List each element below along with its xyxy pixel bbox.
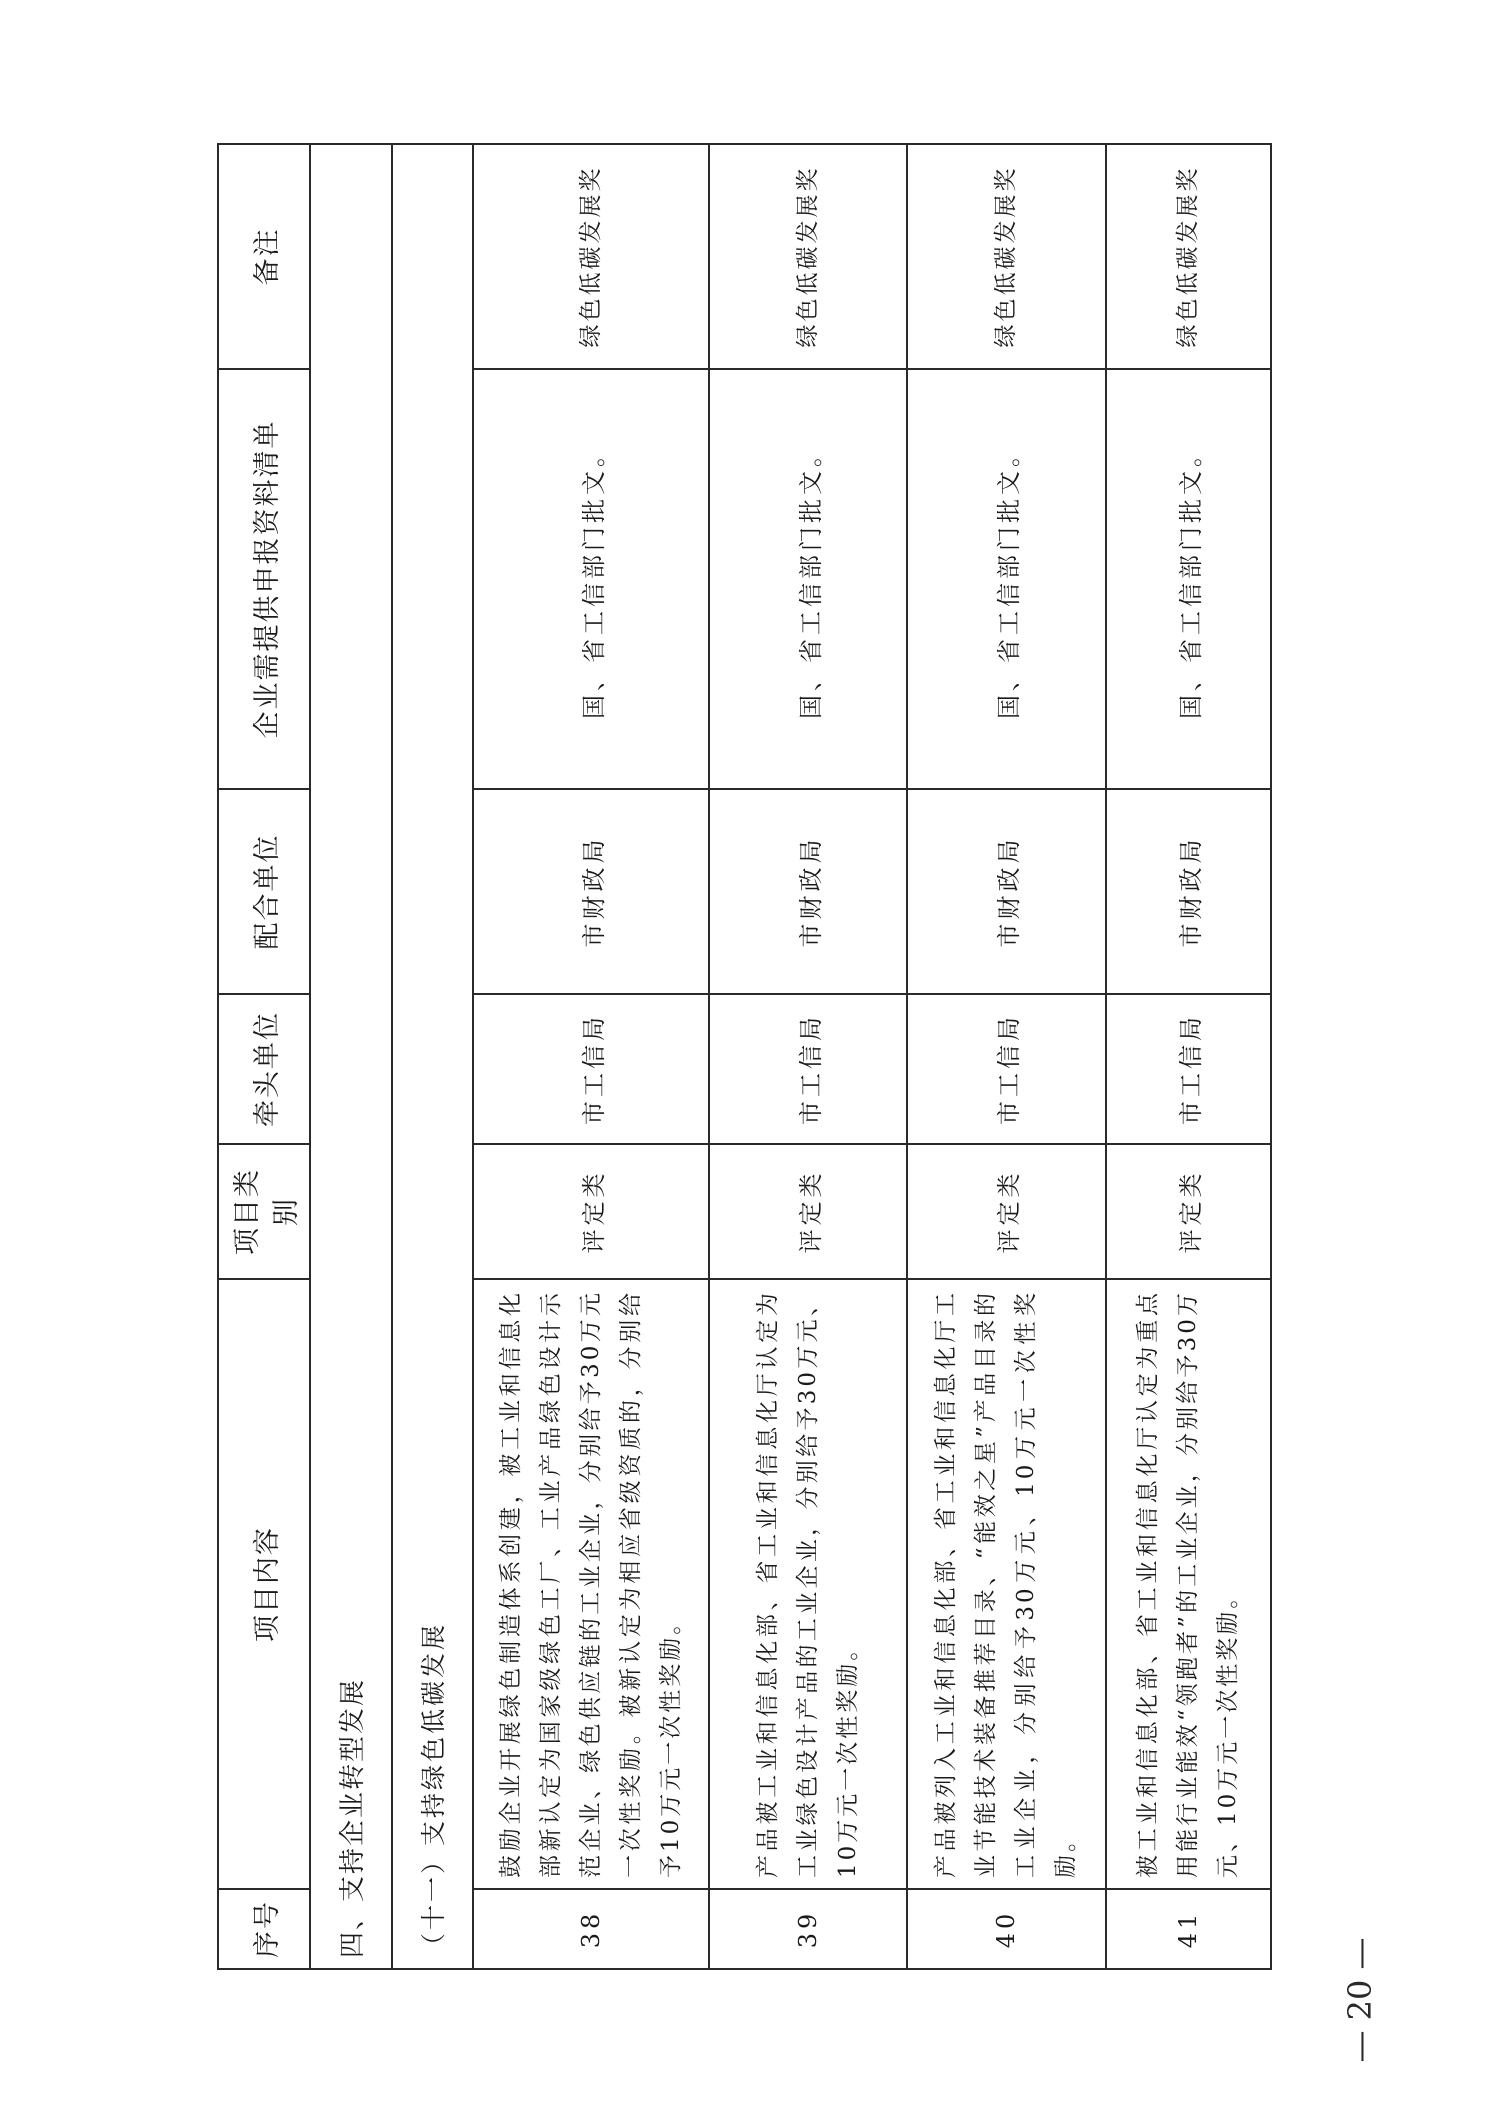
header-category: 项目类别 xyxy=(218,1144,310,1279)
row-content: 产品被列入工业和信息化部、省工业和信息化厅工业节能技术装备推荐目录、“能效之星”产品目录的工业企业，分别给予30万元、10万元一次性奖励。 xyxy=(907,1279,1105,1889)
rotated-table-container xyxy=(217,145,1272,1970)
row-note: 绿色低碳发展奖 xyxy=(1106,144,1271,369)
row-lead: 市工信局 xyxy=(709,994,907,1144)
row-category: 评定类 xyxy=(1106,1144,1271,1279)
row-lead: 市工信局 xyxy=(907,994,1105,1144)
header-note: 备注 xyxy=(218,144,310,369)
row-note: 绿色低碳发展奖 xyxy=(473,144,709,369)
row-lead: 市工信局 xyxy=(1106,994,1271,1144)
row-partner: 市财政局 xyxy=(709,789,907,994)
section-title: 四、支持企业转型发展 xyxy=(310,144,392,1969)
row-content: 被工业和信息化部、省工业和信息化厅认定为重点用能行业能效“领跑者”的工业企业，分别给予30万元、10万元一次性奖励。 xyxy=(1106,1279,1271,1889)
row-content: 鼓励企业开展绿色制造体系创建，被工业和信息化部新认定为国家级绿色工厂、工业产品绿色设计示范企业、绿色供应链的工业企业，分别给予30万元一次性奖励。被新认定为相应省级资质的，分别给予10万元一次性奖励。 xyxy=(473,1279,709,1889)
section-row xyxy=(310,144,392,1969)
row-no: 39 xyxy=(709,1889,907,1969)
header-no: 序号 xyxy=(218,1889,310,1969)
header-materials: 企业需提供申报资料清单 xyxy=(218,369,310,789)
table-row xyxy=(907,144,1105,1969)
policy-table xyxy=(217,143,1272,1970)
row-category: 评定类 xyxy=(473,1144,709,1279)
row-no: 41 xyxy=(1106,1889,1271,1969)
subsection-title: （十一）支持绿色低碳发展 xyxy=(392,144,474,1969)
header-content: 项目内容 xyxy=(218,1279,310,1889)
row-partner: 市财政局 xyxy=(473,789,709,994)
row-materials: 国、省工信部门批文。 xyxy=(1106,369,1271,789)
row-no: 38 xyxy=(473,1889,709,1969)
row-no: 40 xyxy=(907,1889,1105,1969)
page-number-container xyxy=(1300,1930,1420,2070)
row-materials: 国、省工信部门批文。 xyxy=(907,369,1105,789)
table-row xyxy=(1106,144,1271,1969)
row-category: 评定类 xyxy=(709,1144,907,1279)
header-lead: 牵头单位 xyxy=(218,994,310,1144)
row-lead: 市工信局 xyxy=(473,994,709,1144)
header-row xyxy=(218,144,310,1969)
page-number: — 20 — xyxy=(1341,1937,1379,2063)
table-row xyxy=(709,144,907,1969)
row-content: 产品被工业和信息化部、省工业和信息化厅认定为工业绿色设计产品的工业企业，分别给予30万元、10万元一次性奖励。 xyxy=(709,1279,907,1889)
row-category: 评定类 xyxy=(907,1144,1105,1279)
row-materials: 国、省工信部门批文。 xyxy=(709,369,907,789)
row-partner: 市财政局 xyxy=(1106,789,1271,994)
header-partner: 配合单位 xyxy=(218,789,310,994)
row-partner: 市财政局 xyxy=(907,789,1105,994)
row-note: 绿色低碳发展奖 xyxy=(907,144,1105,369)
table-row xyxy=(473,144,709,1969)
subsection-row xyxy=(392,144,474,1969)
row-note: 绿色低碳发展奖 xyxy=(709,144,907,369)
row-materials: 国、省工信部门批文。 xyxy=(473,369,709,789)
